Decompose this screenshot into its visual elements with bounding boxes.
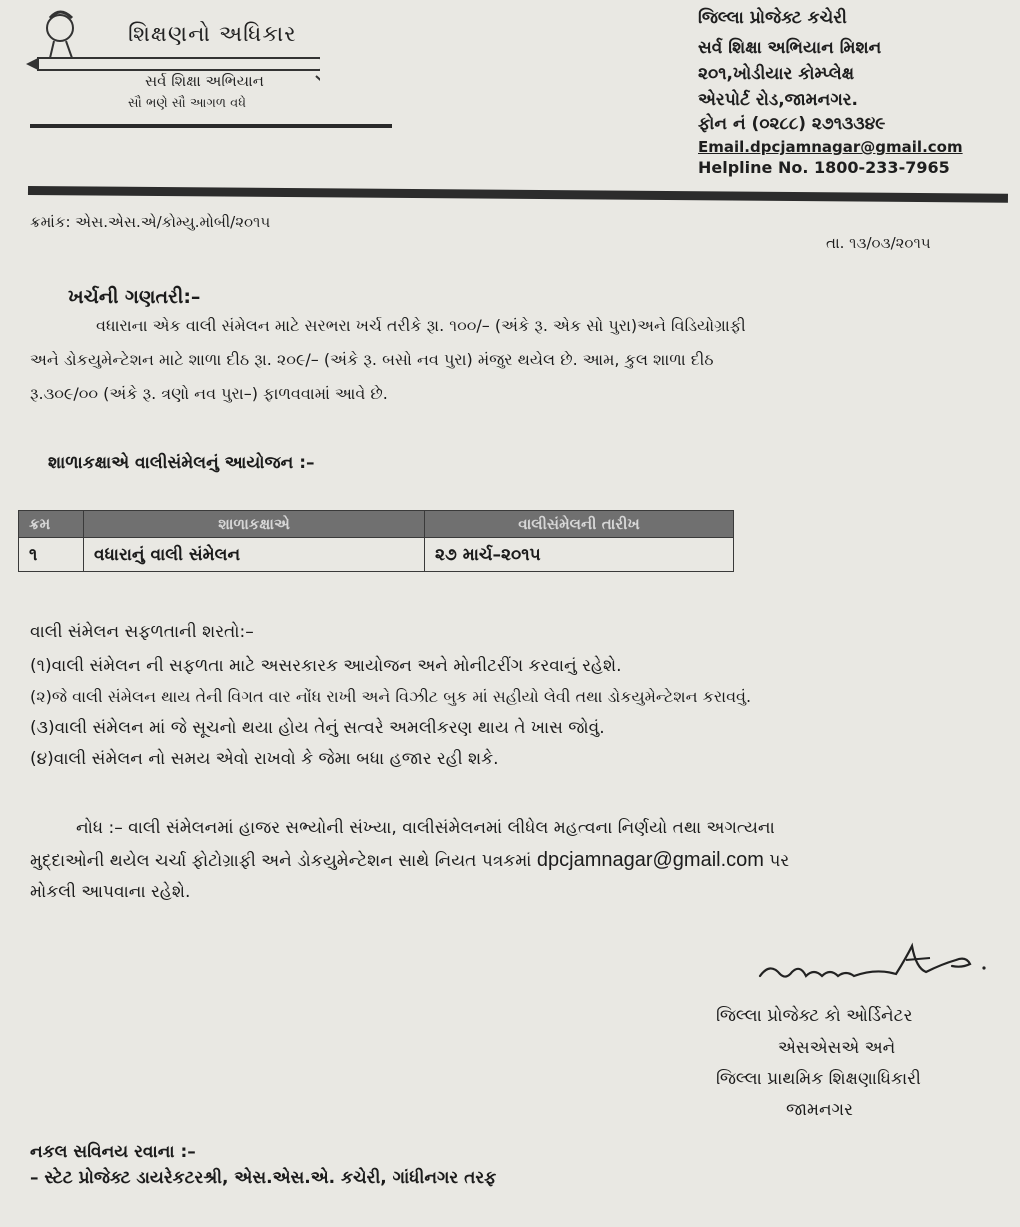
reference-number: ક્રમાંક: એસ.એસ.એ/કોમ્યુ.મોબી/૨૦૧૫ xyxy=(30,213,271,231)
logo-subtitle: સર્વ શિક્ષા અભિયાન xyxy=(145,72,264,90)
cell-event: વધારાનું વાલી સંમેલન xyxy=(84,538,425,572)
note-line-2 xyxy=(30,849,789,872)
cell-serial: ૧ xyxy=(19,538,84,572)
expense-line-1: વધારાના એક વાલી સંમેલન માટે સરભરા ખર્ચ તરીકે રૂા. ૧૦૦/– (અંકે રૂ. એક સો પુરા)અને વિડિયોગ્રાફી xyxy=(96,316,746,335)
signatory-title-1: જિલ્લા પ્રોજેક્ટ કો ઓર્ડિનેટર xyxy=(716,1006,913,1026)
copy-heading: નકલ સવિનય રવાના :– xyxy=(30,1142,196,1162)
signatory-title-3: જિલ્લા પ્રાથમિક શિક્ષણાધિકારી xyxy=(716,1069,921,1089)
col-header-serial: ક્રમ xyxy=(19,511,84,538)
event-table xyxy=(18,510,734,572)
table-row xyxy=(19,538,734,572)
col-header-date: વાલીસંમેલની તારીખ xyxy=(425,511,734,538)
logo-tagline: સૌ ભણે સૌ આગળ વધે xyxy=(128,96,247,111)
note-line-2-end: પર xyxy=(769,851,790,871)
letter-date: તા. ૧૩/૦૩/૨૦૧૫ xyxy=(826,234,931,252)
event-heading: શાળાકક્ષાએ વાલીસંમેલનું આયોજન :– xyxy=(48,453,315,473)
office-mission: સર્વ શિક્ષા અભિયાન મિશન xyxy=(698,38,882,58)
condition-item-4: (૪)વાલી સંમેલન નો સમય એવો રાખવો કે જેમા બધા હજાર રહી શકે. xyxy=(30,749,499,769)
office-helpline: Helpline No. 1800-233-7965 xyxy=(698,158,950,177)
office-road: એરપોર્ટ રોડ,જામનગર. xyxy=(698,90,858,110)
note-line-2-text: મુદ્દાઓની થયેલ ચર્ચા ફોટોગ્રાફી અને ડોકયુમેન્ટેશન સાથે નિયત પત્રકમાં xyxy=(30,851,532,871)
signatory-location: જામનગર xyxy=(786,1100,853,1120)
logo-divider xyxy=(30,124,392,128)
note-line-3: મોકલી આપવાના રહેશે. xyxy=(30,882,191,902)
office-email: Email.dpcjamnagar@gmail.com xyxy=(698,138,963,156)
table-header-row xyxy=(19,511,734,538)
col-header-level: શાળાકક્ષાએ xyxy=(84,511,425,538)
condition-item-1: (૧)વાલી સંમેલન ની સફળતા માટે અસરકારક આયોજન અને મોનીટરીંગ કરવાનું રહેશે. xyxy=(30,656,622,676)
condition-item-3: (૩)વાલી સંમેલન માં જે સૂચનો થયા હોય તેનું સત્વરે અમલીકરણ થાય તે ખાસ જોવું. xyxy=(30,718,605,738)
note-email: dpcjamnagar@gmail.com xyxy=(536,849,764,871)
signatory-title-2: એસએસએ અને xyxy=(778,1038,896,1058)
header-divider xyxy=(28,186,1008,203)
expense-heading: ખર્ચની ગણતરી:– xyxy=(68,286,201,308)
logo-title: શિક્ષણનો અધિકાર xyxy=(128,22,297,47)
note-line-1: નોધ :– વાલી સંમેલનમાં હાજર સભ્યોની સંખ્યા, વાલીસંમેલનમાં લીધેલ મહત્વના નિર્ણયો તથા અગત્યના xyxy=(76,818,775,838)
cell-date: ૨૭ માર્ચ–૨૦૧૫ xyxy=(425,538,734,572)
office-name: જિલ્લા પ્રોજેક્ટ કચેરી xyxy=(698,8,847,28)
expense-line-3: રૂ.૩૦૯/૦૦ (અંકે રૂ. ત્રણો નવ પુરા–) ફાળવવામાં આવે છે. xyxy=(30,384,388,403)
copy-recipient: – સ્ટેટ પ્રોજેક્ટ ડાયરેકટરશ્રી, એસ.એસ.એ. કચેરી, ગાંધીનગર તરફ xyxy=(30,1168,497,1188)
office-phone: ફોન નં (૦૨૮૮) ૨૭૧૩૩૪૯ xyxy=(698,114,886,134)
condition-item-2: (૨)જે વાલી સંમેલન થાય તેની વિગત વાર નોંધ રાખી અને વિઝીટ બુક માં સહીયો લેવી તથા ડોકયુમેન્ટેશન કરાવવું. xyxy=(30,687,752,706)
expense-line-2: અને ડોકયુમેન્ટેશન માટે શાળા દીઠ રૂા. ૨૦૯/– (અંકે રૂ. બસો નવ પુરા) મંજુર થયેલ છે. આમ, કુલ શાળા દીઠ xyxy=(30,350,714,369)
handwritten-signature xyxy=(756,938,996,998)
office-address: ૨૦૧,ખોડીયાર કોમ્પ્લેક્ષ xyxy=(698,64,855,84)
conditions-heading: વાલી સંમેલન સફળતાની શરતો:– xyxy=(30,622,254,642)
